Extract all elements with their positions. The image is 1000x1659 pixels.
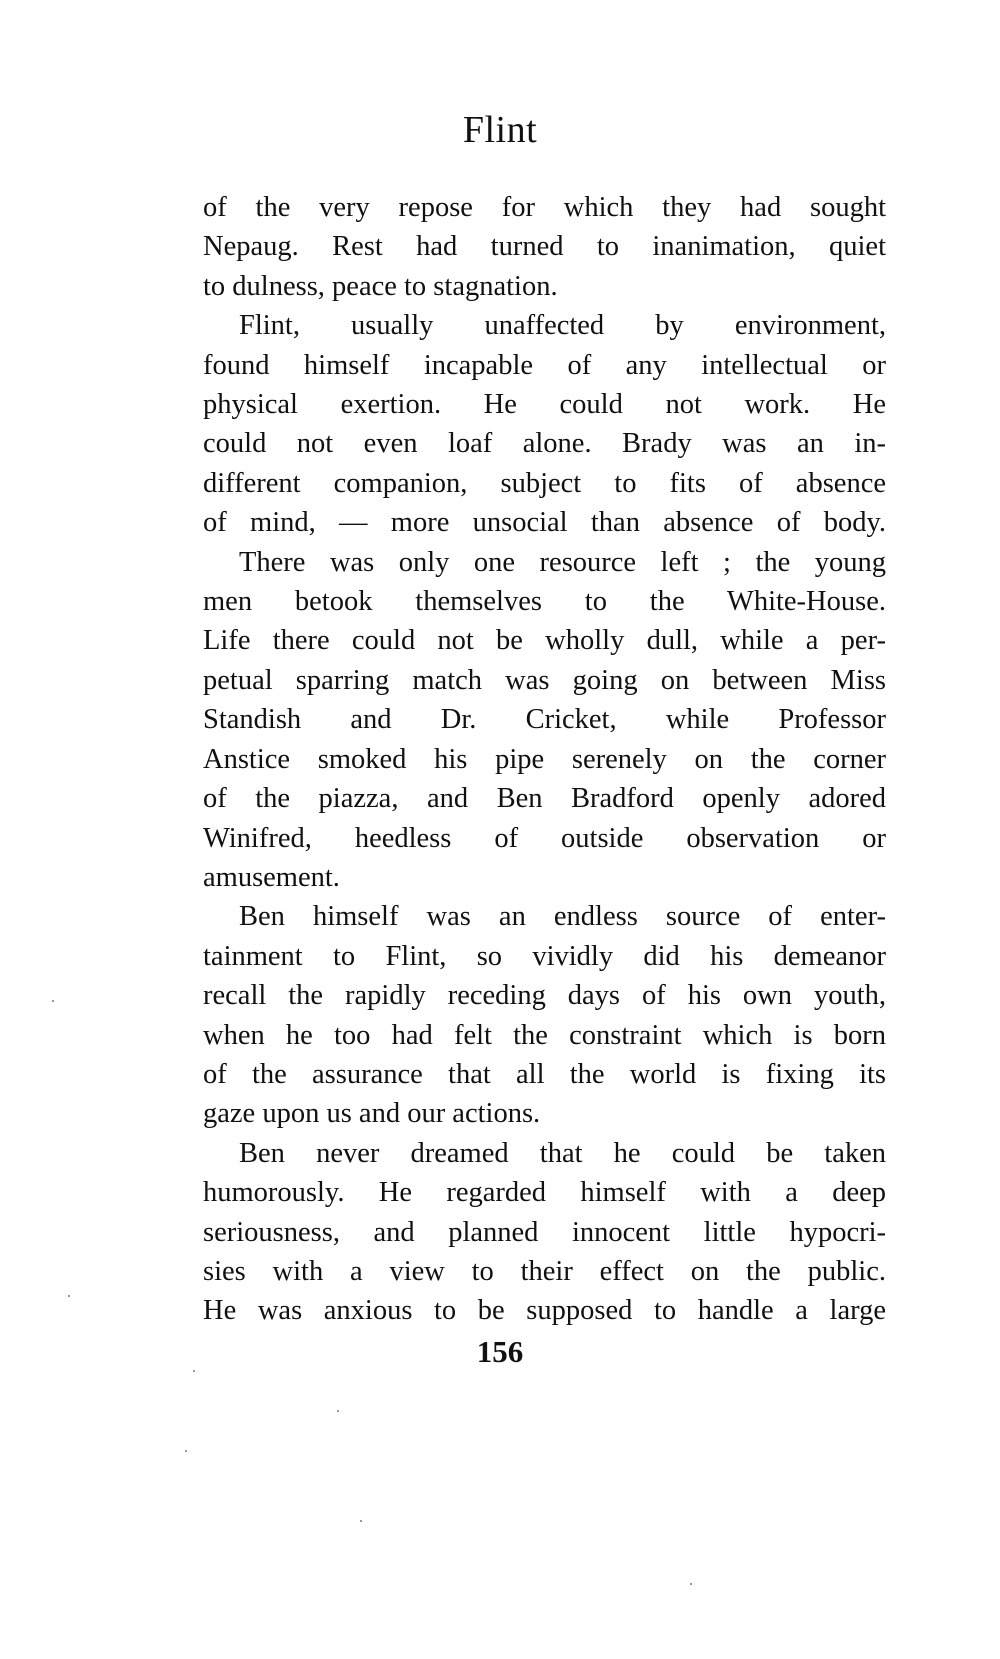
- text-line: amusement.: [203, 861, 340, 893]
- scan-speck: [68, 1295, 70, 1297]
- scan-speck: [185, 1450, 187, 1452]
- text-line: sies with a view to their effect on the public.: [203, 1255, 886, 1287]
- text-line: of the piazza, and Ben Bradford openly adored: [203, 783, 886, 815]
- text-line: physical exertion. He could not work. He: [203, 389, 886, 421]
- text-line: of mind, — more unsocial than absence of body.: [203, 507, 886, 539]
- text-line: Ben himself was an endless source of enter-: [239, 901, 886, 933]
- text-line: of the assurance that all the world is fixing its: [203, 1058, 886, 1090]
- text-line: There was only one resource left ; the young: [239, 546, 886, 578]
- paragraph: [203, 543, 886, 898]
- text-line: Anstice smoked his pipe serenely on the corner: [203, 743, 886, 775]
- scan-speck: [193, 1370, 195, 1372]
- text-line: Winifred, heedless of outside observation or: [203, 822, 886, 854]
- paragraph: [203, 897, 886, 1133]
- paragraph: [203, 188, 886, 306]
- text-line: humorously. He regarded himself with a deep: [203, 1177, 886, 1209]
- text-line: could not even loaf alone. Brady was an in-: [203, 428, 886, 460]
- text-line: He was anxious to be supposed to handle a large: [203, 1295, 886, 1327]
- text-line: Flint, usually unaffected by environment,: [239, 310, 886, 342]
- text-line: petual sparring match was going on between Miss: [203, 664, 886, 696]
- text-line: to dulness, peace to stagnation.: [203, 270, 558, 302]
- text-line: Life there could not be wholly dull, while a per-: [203, 625, 886, 657]
- text-line: tainment to Flint, so vividly did his demeanor: [203, 940, 886, 972]
- text-line: gaze upon us and our actions.: [203, 1098, 541, 1130]
- text-line: Standish and Dr. Cricket, while Professor: [203, 704, 886, 736]
- text-line: Nepaug. Rest had turned to inanimation, quiet: [203, 231, 886, 263]
- running-header: Flint: [462, 109, 538, 151]
- scan-speck: [690, 1583, 692, 1585]
- paragraph: [203, 306, 886, 542]
- scan-speck: [360, 1520, 362, 1522]
- page-number: 156: [476, 1334, 524, 1369]
- paragraph: [203, 1134, 886, 1331]
- text-line: men betook themselves to the White-House.: [203, 586, 886, 618]
- body-text: [203, 188, 886, 1331]
- text-line: different companion, subject to fits of absence: [203, 467, 886, 499]
- text-line: seriousness, and planned innocent little hypocri-: [203, 1216, 886, 1248]
- text-line: of the very repose for which they had sought: [203, 192, 886, 223]
- scan-speck: [337, 1410, 339, 1412]
- text-line: when he too had felt the constraint which is born: [203, 1019, 886, 1051]
- text-line: Ben never dreamed that he could be taken: [239, 1137, 886, 1169]
- scan-speck: [52, 1000, 54, 1002]
- text-line: recall the rapidly receding days of his own youth,: [203, 980, 886, 1012]
- text-line: found himself incapable of any intellectual or: [203, 349, 886, 381]
